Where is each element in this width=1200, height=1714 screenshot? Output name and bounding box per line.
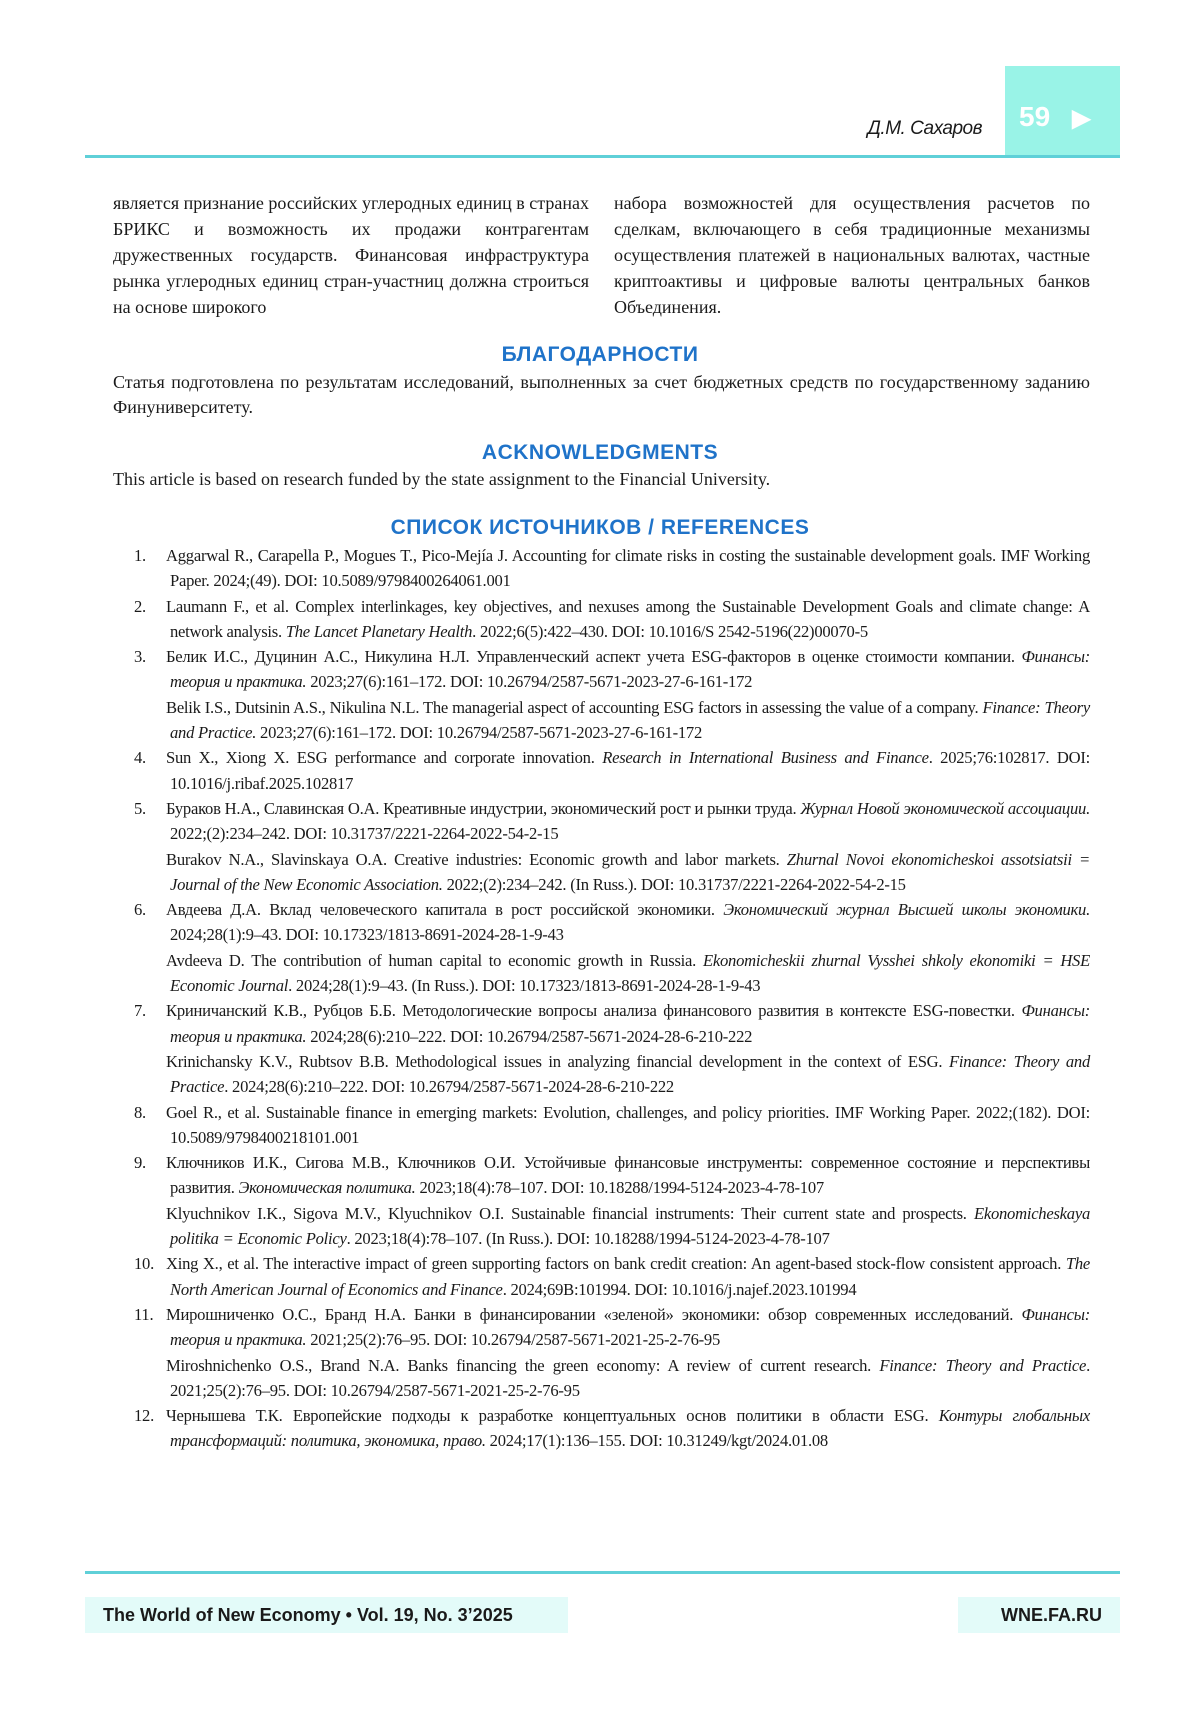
- reference-paragraph: [166, 543, 1090, 594]
- reference-text: 2023;27(6):161–172. DOI: 10.26794/2587-5671-2023-27-6-161-172: [256, 723, 702, 742]
- reference-body: [166, 1403, 1090, 1454]
- reference-body: [166, 594, 1090, 645]
- reference-text: Xing X., et al. The interactive impact of green supporting factors on bank credit creation: An agent-based stock-flow consistent approach.: [166, 1254, 1066, 1273]
- reference-source-title: Финансы: теория и практика.: [170, 1001, 1090, 1045]
- reference-text: Мирошниченко О.С., Бранд Н.А. Банки в финансировании «зеленой» экономики: обзор современных исследований.: [166, 1305, 1021, 1324]
- reference-source-title: Zhurnal Novoi ekonomicheskoi assotsiatsii = Journal of the New Economic Association.: [170, 850, 1090, 894]
- reference-source-title: Экономический журнал Высшей школы экономики.: [723, 900, 1090, 919]
- reference-text: . 2022;6(5):422–430. DOI: 10.1016/S 2542-5196(22)00070-5: [472, 622, 868, 641]
- reference-number: 1.: [134, 543, 166, 594]
- reference-source-title: The North American Journal of Economics and Finance: [170, 1254, 1090, 1298]
- reference-paragraph: [166, 594, 1090, 645]
- reference-text: . 2024;28(1):9–43. (In Russ.). DOI: 10.17323/1813-8691-2024-28-1-9-43: [288, 976, 760, 995]
- reference-item: [134, 745, 1090, 796]
- reference-item: [134, 543, 1090, 594]
- reference-text: Laumann F., et al. Complex interlinkages, key objectives, and nexuses among the Sustainable Development Goals and climate change: A network analysis.: [166, 597, 1090, 641]
- reference-text: Бураков Н.А., Славинская О.А. Креативные индустрии, экономический рост и рынки труда.: [166, 799, 800, 818]
- reference-source-title: Finance: Theory and Practice.: [170, 698, 1090, 742]
- reference-paragraph: [166, 948, 1090, 999]
- reference-source-title: Контуры глобальных трансформаций: политика, экономика, право.: [170, 1406, 1090, 1450]
- reference-paragraph: [166, 847, 1090, 898]
- reference-text: 2024;28(1):9–43. DOI: 10.17323/1813-8691-2024-28-1-9-43: [170, 925, 564, 944]
- reference-body: [166, 998, 1090, 1099]
- page-number-box: [1005, 66, 1120, 157]
- reference-body: [166, 543, 1090, 594]
- reference-source-title: Finance: Theory and Practice: [879, 1356, 1086, 1375]
- acknowledgments-text: This article is based on research funded by the state assignment to the Financial University.: [113, 467, 1090, 492]
- reference-text: Burakov N.A., Slavinskaya O.A. Creative industries: Economic growth and labor markets.: [166, 850, 787, 869]
- reference-source-title: Research in International Business and Finance: [602, 748, 929, 767]
- reference-text: Aggarwal R., Carapella P., Mogues T., Pico-Mejía J. Accounting for climate risks in costing the sustainable development goals. IMF Working Paper. 2024;(49). DOI: 10.5089/9798400264061.001: [166, 546, 1090, 590]
- footer-site-link[interactable]: WNE.FA.RU: [958, 1597, 1120, 1633]
- reference-paragraph: [166, 1100, 1090, 1151]
- reference-text: Белик И.С., Дуцинин А.С., Никулина Н.Л. Управленческий аспект учета ESG-факторов в оценке стоимости компании.: [166, 647, 1021, 666]
- reference-paragraph: [166, 1302, 1090, 1353]
- body-columns: [113, 190, 1090, 320]
- references-list: [134, 543, 1090, 1454]
- reference-number: 6.: [134, 897, 166, 998]
- reference-body: [166, 1150, 1090, 1251]
- reference-paragraph: [166, 745, 1090, 796]
- thanks-heading: БЛАГОДАРНОСТИ: [0, 343, 1200, 367]
- reference-number: 4.: [134, 745, 166, 796]
- reference-text: Ключников И.К., Сигова М.В., Ключников О.И. Устойчивые финансовые инструменты: современное состояние и перспективы развития.: [166, 1153, 1090, 1197]
- reference-number: 3.: [134, 644, 166, 745]
- reference-item: [134, 594, 1090, 645]
- running-head-author: Д.М. Сахаров: [868, 118, 982, 140]
- reference-text: Miroshnichenko O.S., Brand N.A. Banks financing the green economy: A review of current research.: [166, 1356, 879, 1375]
- reference-text: Авдеева Д.А. Вклад человеческого капитала в рост российской экономики.: [166, 900, 723, 919]
- reference-text: . 2024;28(6):210–222. DOI: 10.26794/2587-5671-2024-28-6-210-222: [224, 1077, 674, 1096]
- reference-number: 11.: [134, 1302, 166, 1403]
- next-arrow-icon: ▶: [1072, 104, 1090, 133]
- reference-text: Belik I.S., Dutsinin A.S., Nikulina N.L. The managerial aspect of accounting ESG factors in assessing the value of a company.: [166, 698, 983, 717]
- reference-item: [134, 1251, 1090, 1302]
- page-number: 59: [1019, 101, 1050, 133]
- reference-body: [166, 745, 1090, 796]
- reference-number: 2.: [134, 594, 166, 645]
- reference-number: 5.: [134, 796, 166, 897]
- reference-item: [134, 1302, 1090, 1403]
- reference-text: . 2023;18(4):78–107. (In Russ.). DOI: 10.18288/1994-5124-2023-4-78-107: [347, 1229, 830, 1248]
- thanks-text: Статья подготовлена по результатам исследований, выполненных за счет бюджетных средств по государственному заданию Финуниверситету.: [113, 370, 1090, 420]
- reference-paragraph: [166, 1201, 1090, 1252]
- reference-item: [134, 998, 1090, 1099]
- reference-item: [134, 644, 1090, 745]
- reference-source-title: Финансы: теория и практика.: [170, 1305, 1090, 1349]
- reference-text: 2021;25(2):76–95. DOI: 10.26794/2587-5671-2021-25-2-76-95: [306, 1330, 720, 1349]
- reference-item: [134, 897, 1090, 998]
- reference-text: 2024;28(6):210–222. DOI: 10.26794/2587-5671-2024-28-6-210-222: [306, 1027, 752, 1046]
- reference-body: [166, 796, 1090, 897]
- reference-text: Klyuchnikov I.K., Sigova M.V., Klyuchnikov O.I. Sustainable financial instruments: Their current state and prospects.: [166, 1204, 974, 1223]
- reference-text: Sun X., Xiong X. ESG performance and corporate innovation.: [166, 748, 602, 767]
- reference-text: . 2021;25(2):76–95. DOI: 10.26794/2587-5671-2021-25-2-76-95: [170, 1356, 1090, 1400]
- reference-source-title: Экономическая политика.: [239, 1178, 416, 1197]
- reference-text: Goel R., et al. Sustainable finance in emerging markets: Evolution, challenges, and policy priorities. IMF Working Paper. 2022;(182). DOI: 10.5089/9798400218101.001: [166, 1103, 1090, 1147]
- reference-text: Avdeeva D. The contribution of human capital to economic growth in Russia.: [166, 951, 703, 970]
- reference-body: [166, 897, 1090, 998]
- reference-paragraph: [166, 1353, 1090, 1404]
- right-column-text: набора возможностей для осуществления расчетов по сделкам, включающего в себя традиционные механизмы осуществления платежей в национальных валютах, частные криптоактивы и цифровые валюты центральных банков Объединения.: [614, 190, 1090, 320]
- reference-number: 10.: [134, 1251, 166, 1302]
- reference-paragraph: [166, 1403, 1090, 1454]
- reference-text: . 2025;76:102817. DOI: 10.1016/j.ribaf.2025.102817: [170, 748, 1090, 792]
- reference-body: [166, 1100, 1090, 1151]
- reference-number: 8.: [134, 1100, 166, 1151]
- reference-text: 2022;(2):234–242. DOI: 10.31737/2221-2264-2022-54-2-15: [170, 824, 558, 843]
- references-heading: СПИСОК ИСТОЧНИКОВ / REFERENCES: [0, 516, 1200, 540]
- reference-item: [134, 1150, 1090, 1251]
- reference-text: Криничанский К.В., Рубцов Б.Б. Методологические вопросы анализа финансового развития в контексте ESG-повестки.: [166, 1001, 1021, 1020]
- reference-source-title: Ekonomicheskaya politika = Economic Policy: [170, 1204, 1090, 1248]
- reference-text: 2023;18(4):78–107. DOI: 10.18288/1994-5124-2023-4-78-107: [416, 1178, 824, 1197]
- reference-paragraph: [166, 644, 1090, 695]
- reference-item: [134, 796, 1090, 897]
- reference-source-title: Finance: Theory and Practice: [170, 1052, 1090, 1096]
- header-rule: [85, 155, 1120, 158]
- reference-text: Krinichansky K.V., Rubtsov B.B. Methodological issues in analyzing financial development in the context of ESG.: [166, 1052, 949, 1071]
- acknowledgments-heading: ACKNOWLEDGMENTS: [0, 441, 1200, 465]
- reference-item: [134, 1403, 1090, 1454]
- reference-body: [166, 644, 1090, 745]
- reference-paragraph: [166, 998, 1090, 1049]
- reference-source-title: Финансы: теория и практика.: [170, 647, 1090, 691]
- reference-source-title: Ekonomicheskii zhurnal Vysshei shkoly ekonomiki = HSE Economic Journal: [170, 951, 1090, 995]
- reference-text: 2022;(2):234–242. (In Russ.). DOI: 10.31737/2221-2264-2022-54-2-15: [443, 875, 906, 894]
- reference-text: 2023;27(6):161–172. DOI: 10.26794/2587-5671-2023-27-6-161-172: [306, 672, 752, 691]
- left-column-text: является признание российских углеродных единиц в странах БРИКС и возможность их продажи контрагентам дружественных государств. Финансовая инфраструктура рынка углеродных единиц стран-участниц должна строиться на основе широкого: [113, 190, 589, 320]
- reference-paragraph: [166, 1049, 1090, 1100]
- reference-number: 12.: [134, 1403, 166, 1454]
- reference-number: 7.: [134, 998, 166, 1099]
- reference-body: [166, 1302, 1090, 1403]
- reference-paragraph: [166, 897, 1090, 948]
- reference-text: Чернышева Т.К. Европейские подходы к разработке концептуальных основ политики в области ESG.: [166, 1406, 939, 1425]
- reference-paragraph: [166, 1150, 1090, 1201]
- reference-source-title: The Lancet Planetary Health: [286, 622, 472, 641]
- reference-source-title: Журнал Новой экономической ассоциации.: [800, 799, 1090, 818]
- reference-text: . 2024;69B:101994. DOI: 10.1016/j.najef.2023.101994: [503, 1280, 857, 1299]
- reference-paragraph: [166, 1251, 1090, 1302]
- reference-text: 2024;17(1):136–155. DOI: 10.31249/kgt/2024.01.08: [486, 1431, 828, 1450]
- reference-body: [166, 1251, 1090, 1302]
- reference-number: 9.: [134, 1150, 166, 1251]
- reference-paragraph: [166, 695, 1090, 746]
- reference-paragraph: [166, 796, 1090, 847]
- footer-rule: [85, 1571, 1120, 1574]
- reference-item: [134, 1100, 1090, 1151]
- footer-journal: The World of New Economy • Vol. 19, No. 3’2025: [85, 1597, 568, 1633]
